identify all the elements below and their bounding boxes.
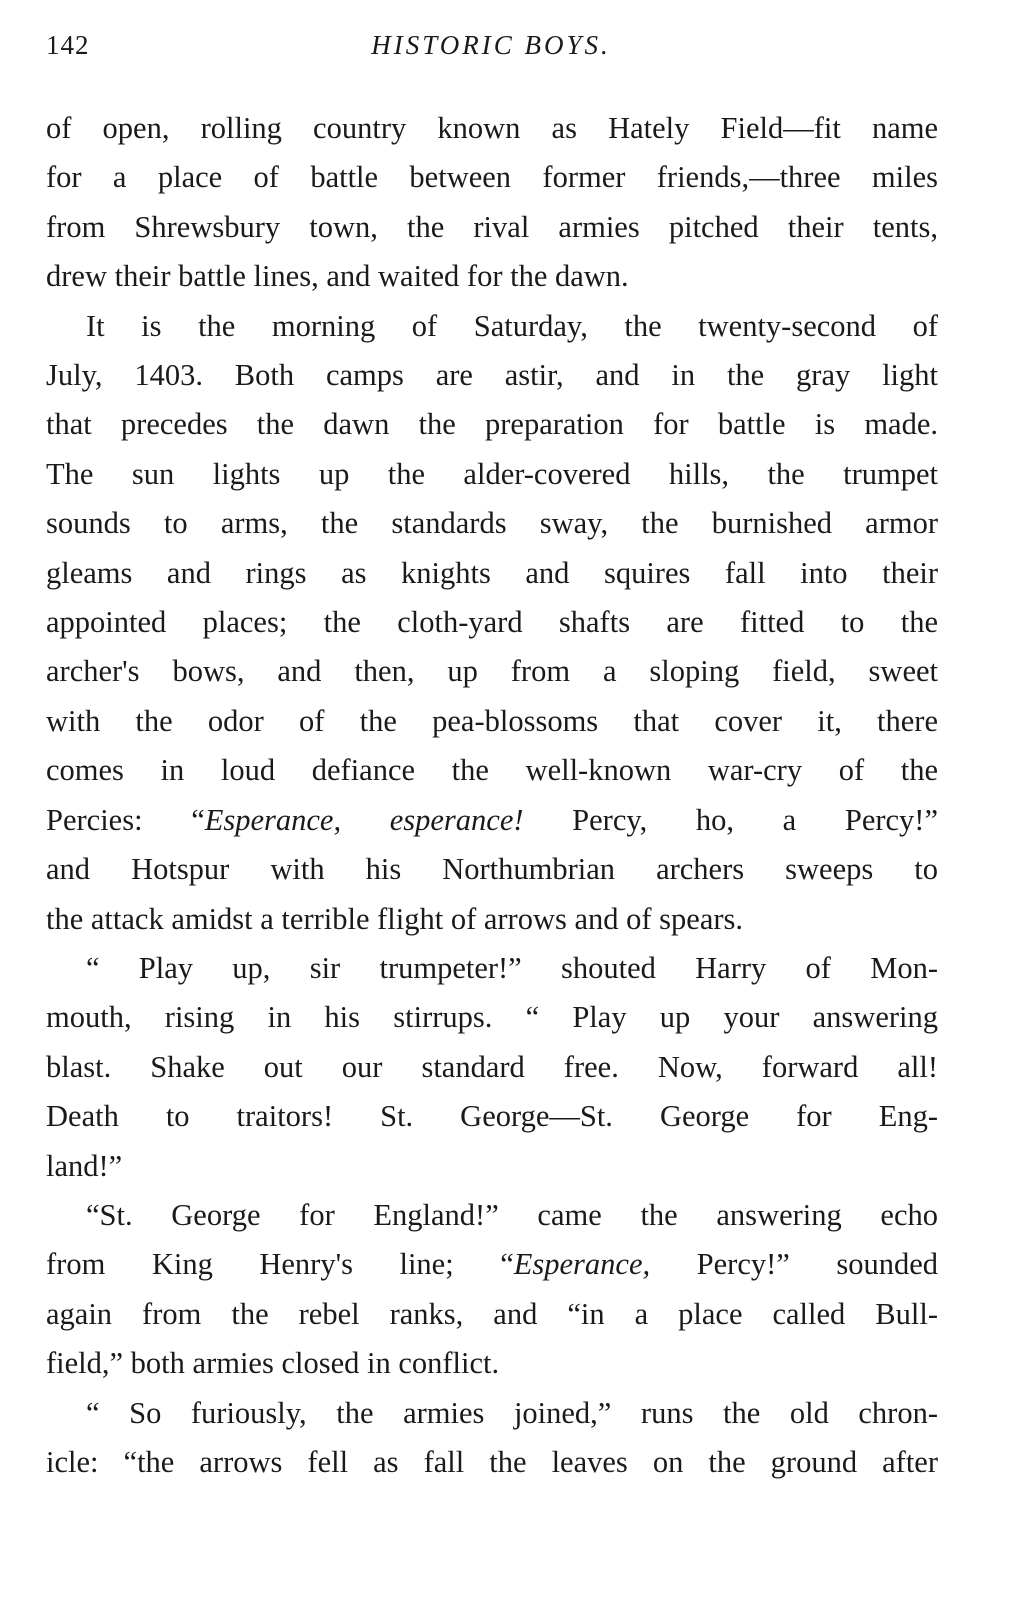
text-segment: Percy!” sounded — [650, 1247, 938, 1282]
text-line: of open, rolling country known as Hately Field—fit name — [46, 111, 938, 145]
text-line: land!” — [46, 1148, 123, 1183]
text-line: gleams and rings as knights and squires fall into their — [46, 555, 938, 590]
page-number: 142 — [46, 30, 90, 60]
text-line: field,” both armies closed in conflict. — [46, 1346, 500, 1381]
paragraph-1 — [46, 104, 938, 302]
text-line: and Hotspur with his Northumbrian archers sweeps to — [46, 852, 938, 887]
text-line: “ So furiously, the armies joined,” runs the old chron- — [86, 1395, 938, 1430]
text-line: archer's bows, and then, up from a sloping field, sweet — [46, 654, 938, 689]
text-line: appointed places; the cloth-yard shafts are fitted to the — [46, 605, 938, 640]
text-line: comes in loud defiance the well-known war-cry of the — [46, 753, 938, 788]
text-line: that precedes the dawn the preparation for battle is made. — [46, 407, 938, 442]
paragraph-5 — [46, 1389, 938, 1488]
text-line: icle: “the arrows fell as fall the leaves on the ground after — [46, 1444, 938, 1479]
text-line: again from the rebel ranks, and “in a place called Bull- — [46, 1296, 938, 1331]
text-line: drew their battle lines, and waited for the dawn. — [46, 259, 629, 294]
text-line: July, 1403. Both camps are astir, and in the gray light — [46, 358, 938, 393]
text-line: “St. George for England!” came the answering echo — [86, 1197, 938, 1232]
text-line-with-italic — [46, 1240, 938, 1289]
text-line: sounds to arms, the standards sway, the burnished armor — [46, 506, 938, 541]
italic-war-cry: Esperance, esperance! — [204, 802, 524, 837]
paragraph-4 — [46, 1191, 938, 1389]
running-head: HISTORIC BOYS. — [371, 30, 611, 60]
text-line: for a place of battle between former friends,—three miles — [46, 160, 938, 195]
text-line: the attack amidst a terrible flight of arrows and of spears. — [46, 901, 744, 936]
italic-war-cry: Esperance, — [513, 1247, 651, 1282]
paragraph-3 — [46, 944, 938, 1191]
text-segment: Percy, ho, a Percy!” — [523, 802, 938, 837]
text-line: The sun lights up the alder-covered hills, the trumpet — [46, 456, 938, 491]
text-line-with-italic — [46, 796, 938, 845]
paragraph-2 — [46, 302, 938, 944]
text-line: Death to traitors! St. George—St. George for Eng- — [46, 1099, 938, 1134]
text-line: It is the morning of Saturday, the twenty-second of — [86, 308, 938, 343]
text-segment: from King Henry's line; “ — [46, 1247, 514, 1282]
text-line: with the odor of the pea-blossoms that cover it, there — [46, 703, 938, 738]
text-line: mouth, rising in his stirrups. “ Play up your answering — [46, 1000, 938, 1035]
text-line: “ Play up, sir trumpeter!” shouted Harry of Mon- — [86, 950, 938, 985]
body-text — [46, 104, 938, 1487]
text-line: from Shrewsbury town, the rival armies pitched their tents, — [46, 209, 938, 244]
text-segment: Percies: “ — [46, 802, 205, 837]
text-line: blast. Shake out our standard free. Now, forward all! — [46, 1049, 938, 1084]
page-header — [46, 30, 936, 70]
